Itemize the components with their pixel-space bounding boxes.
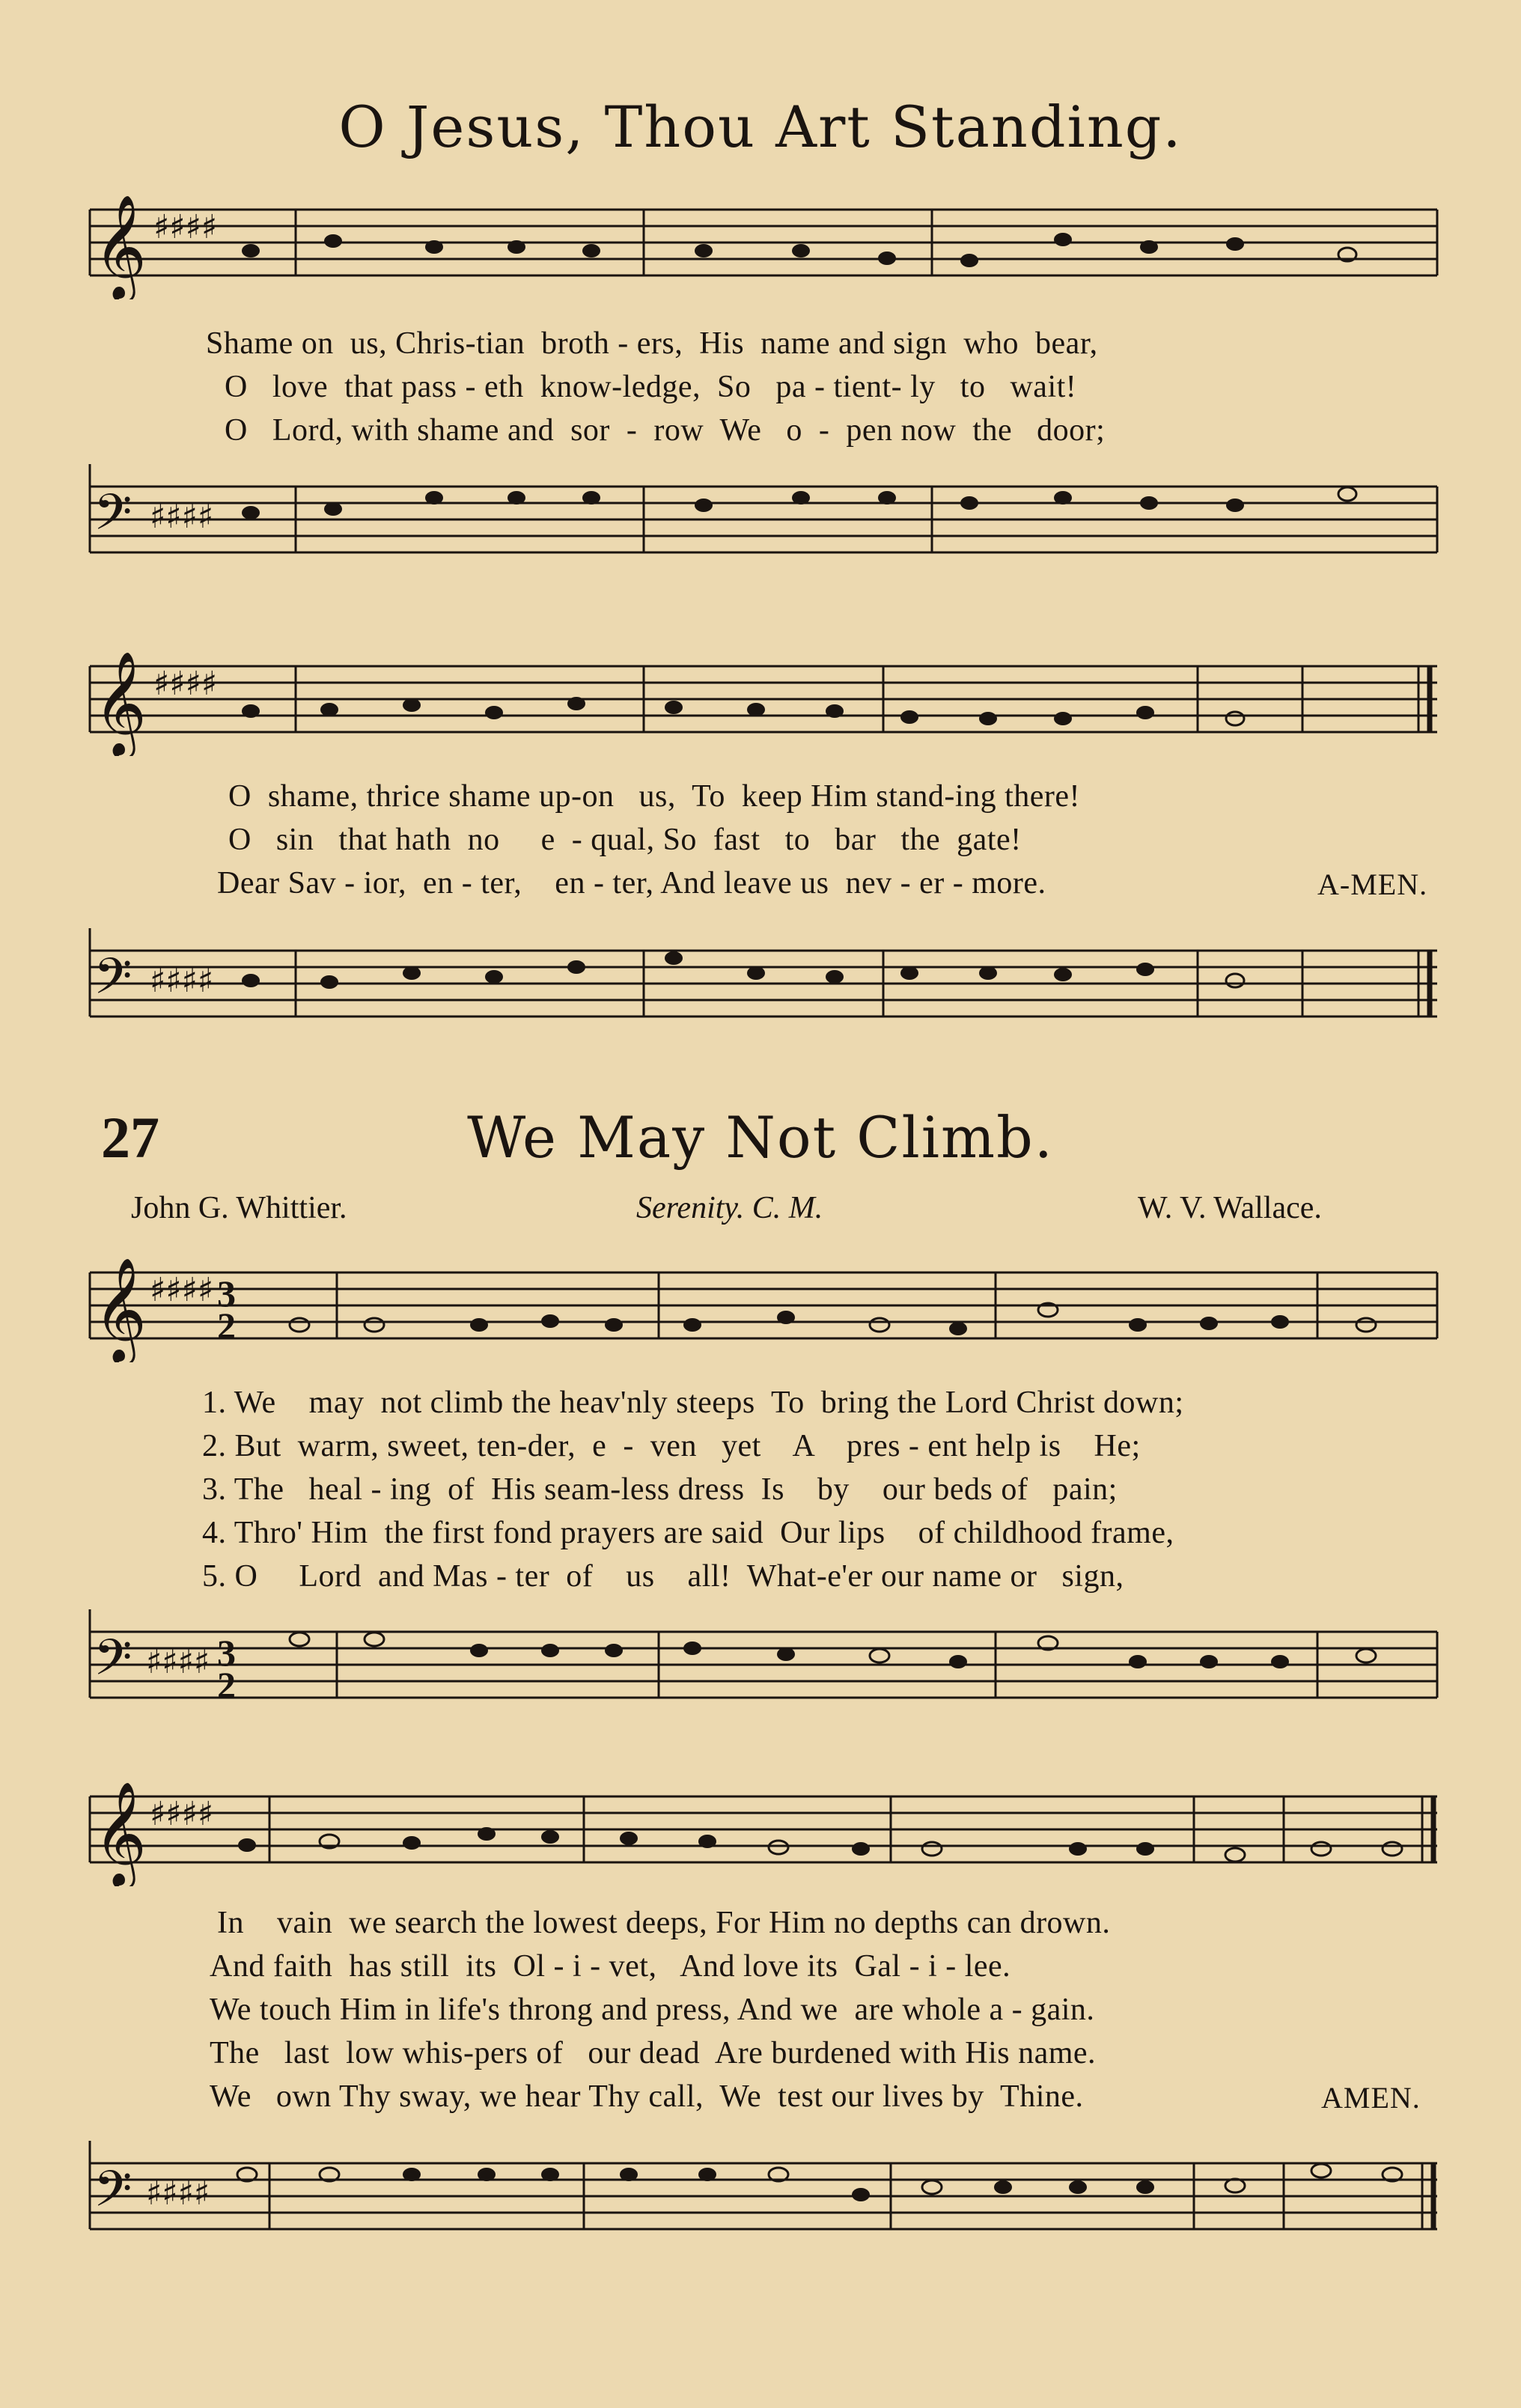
amen-text: A-MEN. (1317, 868, 1428, 901)
svg-text:2: 2 (217, 1664, 236, 1706)
svg-text:♯♯♯♯: ♯♯♯♯ (150, 498, 214, 536)
lyric-line: We own Thy sway, we hear Thy call, We test our lives by Thine. (210, 2079, 1084, 2114)
lyric-line: 3. The heal - ing of His seam-less dress Is by our beds of pain; (202, 1472, 1118, 1507)
hymn-number: 27 (101, 1105, 159, 1170)
bass-staff (0, 464, 1521, 576)
svg-text:𝄢: 𝄢 (94, 484, 132, 553)
lyric-line: 5. O Lord and Mas - ter of us all! What-e'er our name or sign, (202, 1559, 1124, 1594)
lyric-line: In vain we search the lowest deeps, For Him no depths can drown. (217, 1906, 1111, 1940)
hymn-title: We May Not Climb. (467, 1104, 1054, 1171)
tune-name: Serenity. C. M. (636, 1191, 823, 1225)
svg-text:𝄞: 𝄞 (94, 1258, 147, 1362)
svg-text:𝄢: 𝄢 (94, 1629, 132, 1698)
treble-staff (0, 1250, 1521, 1362)
lyric-line: 4. Thro' Him the first fond prayers are said Our lips of childhood frame, (202, 1516, 1174, 1550)
svg-text:♯♯♯♯: ♯♯♯♯ (146, 2174, 210, 2213)
svg-text:𝄢: 𝄢 (94, 948, 132, 1017)
lyric-line: And faith has still its Ol - i - vet, And love its Gal - i - lee. (210, 1949, 1011, 1984)
svg-text:𝄞: 𝄞 (94, 651, 147, 755)
bass-staff (0, 1609, 1521, 1722)
treble-staff (0, 1774, 1521, 1886)
lyric-line: Dear Sav - ior, en - ter, en - ter, And leave us nev - er - more. (217, 866, 1046, 900)
lyric-line: 2. But warm, sweet, ten-der, e - ven yet A pres - ent help is He; (202, 1429, 1141, 1463)
svg-text:♯♯♯♯: ♯♯♯♯ (146, 1643, 210, 1681)
svg-text:3: 3 (217, 1632, 236, 1674)
lyric-line: O shame, thrice shame up-on us, To keep Him stand-ing there! (228, 779, 1081, 814)
bass-staff (0, 2141, 1521, 2268)
svg-text:3: 3 (217, 1272, 236, 1314)
lyric-line: O sin that hath no e - qual, So fast to bar the gate! (228, 823, 1022, 857)
treble-staff (0, 644, 1521, 756)
svg-text:♯♯♯♯: ♯♯♯♯ (153, 665, 218, 703)
amen-text: AMEN. (1321, 2081, 1421, 2115)
svg-text:𝄞: 𝄞 (94, 195, 147, 299)
bass-staff (0, 928, 1521, 1040)
svg-text:𝄢: 𝄢 (94, 2160, 132, 2230)
svg-text:♯♯♯♯: ♯♯♯♯ (150, 1271, 214, 1309)
author-credit: John G. Whittier. (131, 1191, 347, 1225)
lyric-line: O Lord, with shame and sor - row We o - pen now the door; (225, 413, 1106, 448)
lyric-line: Shame on us, Chris-tian broth - ers, His name and sign who bear, (206, 326, 1098, 361)
svg-text:♯♯♯♯: ♯♯♯♯ (150, 1795, 214, 1833)
lyric-line: 1. We may not climb the heav'nly steeps To bring the Lord Christ down; (202, 1386, 1184, 1420)
svg-text:2: 2 (217, 1305, 236, 1347)
treble-staff (0, 187, 1521, 299)
svg-text:♯♯♯♯: ♯♯♯♯ (153, 208, 218, 246)
svg-text:♯♯♯♯: ♯♯♯♯ (150, 962, 214, 1000)
lyric-line: We touch Him in life's throng and press, And we are whole a - gain. (210, 1993, 1095, 2027)
lyric-line: O love that pass - eth know-ledge, So pa - tient- ly to wait! (225, 370, 1077, 404)
hymn-title: O Jesus, Thou Art Standing. (338, 94, 1183, 160)
lyric-line: The last low whis-pers of our dead Are burdened with His name. (210, 2036, 1097, 2070)
composer-credit: W. V. Wallace. (1138, 1191, 1322, 1225)
svg-text:𝄞: 𝄞 (94, 1781, 147, 1886)
